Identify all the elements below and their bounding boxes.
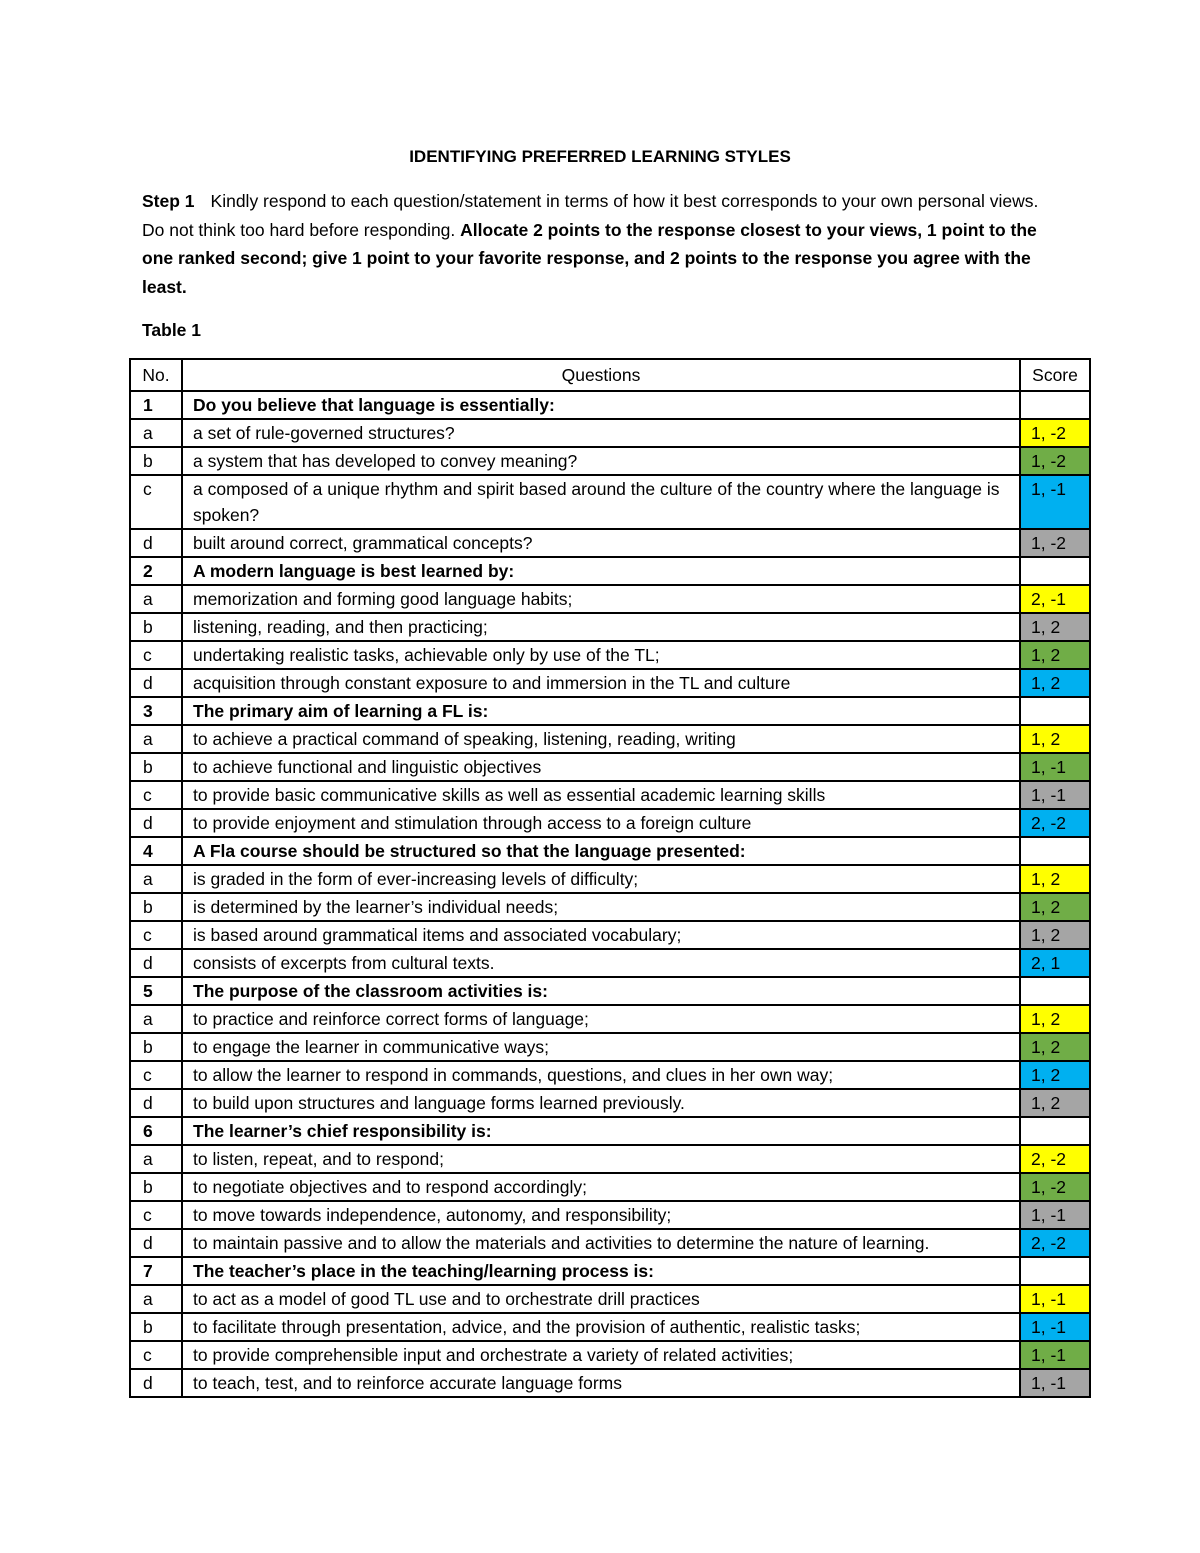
answer-text: to provide enjoyment and stimulation through access to a foreign culture: [182, 809, 1020, 837]
question-text: A modern language is best learned by:: [182, 557, 1020, 585]
row-number: b: [130, 1313, 182, 1341]
row-number: a: [130, 1005, 182, 1033]
score-cell: 1, -1: [1020, 1369, 1090, 1397]
row-number: a: [130, 585, 182, 613]
row-number: a: [130, 725, 182, 753]
row-number: 1: [130, 391, 182, 419]
answer-text: to provide basic communicative skills as well as essential academic learning skills: [182, 781, 1020, 809]
score-cell: 1, 2: [1020, 669, 1090, 697]
row-number: a: [130, 865, 182, 893]
row-number: 3: [130, 697, 182, 725]
answer-row: [130, 1285, 1090, 1313]
row-number: c: [130, 1061, 182, 1089]
score-cell: [1020, 977, 1090, 1005]
answer-text: is based around grammatical items and associated vocabulary;: [182, 921, 1020, 949]
answer-row: [130, 1145, 1090, 1173]
score-cell: 1, -1: [1020, 753, 1090, 781]
score-cell: 1, 2: [1020, 1061, 1090, 1089]
answer-text: to act as a model of good TL use and to orchestrate drill practices: [182, 1285, 1020, 1313]
question-text: Do you believe that language is essentially:: [182, 391, 1020, 419]
row-number: d: [130, 949, 182, 977]
answer-row: [130, 893, 1090, 921]
row-number: c: [130, 1201, 182, 1229]
answer-row: [130, 921, 1090, 949]
table-header-row: [130, 359, 1090, 391]
score-cell: 1, 2: [1020, 865, 1090, 893]
score-cell: [1020, 697, 1090, 725]
answer-row: [130, 1313, 1090, 1341]
answer-text: to provide comprehensible input and orchestrate a variety of related activities;: [182, 1341, 1020, 1369]
answer-row: [130, 613, 1090, 641]
answer-row: [130, 641, 1090, 669]
row-number: b: [130, 613, 182, 641]
question-text: A Fla course should be structured so that the language presented:: [182, 837, 1020, 865]
score-cell: 1, 2: [1020, 893, 1090, 921]
answer-row: [130, 1201, 1090, 1229]
score-cell: 2, -2: [1020, 809, 1090, 837]
score-cell: 1, -1: [1020, 475, 1090, 529]
score-cell: 1, 2: [1020, 1089, 1090, 1117]
row-number: 2: [130, 557, 182, 585]
answer-text: to engage the learner in communicative ways;: [182, 1033, 1020, 1061]
row-number: d: [130, 669, 182, 697]
step-instructions: [142, 187, 1062, 301]
answer-text: a system that has developed to convey meaning?: [182, 447, 1020, 475]
answer-row: [130, 475, 1090, 529]
page-title: IDENTIFYING PREFERRED LEARNING STYLES: [409, 147, 791, 166]
answer-text: to teach, test, and to reinforce accurate language forms: [182, 1369, 1020, 1397]
row-number: d: [130, 1089, 182, 1117]
answer-text: to negotiate objectives and to respond accordingly;: [182, 1173, 1020, 1201]
answer-text: a composed of a unique rhythm and spirit based around the culture of the country where the language is spoken?: [182, 475, 1020, 529]
answer-row: [130, 865, 1090, 893]
row-number: d: [130, 1369, 182, 1397]
answer-text: is determined by the learner’s individual needs;: [182, 893, 1020, 921]
answer-text: to move towards independence, autonomy, and responsibility;: [182, 1201, 1020, 1229]
row-number: 7: [130, 1257, 182, 1285]
answer-text: to build upon structures and language forms learned previously.: [182, 1089, 1020, 1117]
answer-text: listening, reading, and then practicing;: [182, 613, 1020, 641]
answer-text: to achieve a practical command of speaking, listening, reading, writing: [182, 725, 1020, 753]
row-number: b: [130, 447, 182, 475]
row-number: b: [130, 1033, 182, 1061]
row-number: b: [130, 753, 182, 781]
answer-row: [130, 1341, 1090, 1369]
answer-text: built around correct, grammatical concepts?: [182, 529, 1020, 557]
header-score: Score: [1020, 359, 1090, 391]
question-row: [130, 1257, 1090, 1285]
question-row: [130, 391, 1090, 419]
question-text: The purpose of the classroom activities is:: [182, 977, 1020, 1005]
row-number: c: [130, 475, 182, 529]
questions-table: [129, 358, 1091, 1398]
table-body: [130, 391, 1090, 1397]
answer-text: acquisition through constant exposure to and immersion in the TL and culture: [182, 669, 1020, 697]
answer-text: a set of rule-governed structures?: [182, 419, 1020, 447]
answer-row: [130, 585, 1090, 613]
row-number: b: [130, 1173, 182, 1201]
instruction-bold: Allocate 2 points to the response closest to your views, 1 point to the one ranked second; give 1 point to your favorite response, and 2 points to the response you agree with the least.: [142, 219, 1037, 297]
answer-text: undertaking realistic tasks, achievable only by use of the TL;: [182, 641, 1020, 669]
answer-text: is graded in the form of ever-increasing levels of difficulty;: [182, 865, 1020, 893]
row-number: c: [130, 1341, 182, 1369]
score-cell: [1020, 1117, 1090, 1145]
question-text: The primary aim of learning a FL is:: [182, 697, 1020, 725]
table-caption: Table 1: [142, 320, 202, 340]
score-cell: 2, -1: [1020, 585, 1090, 613]
score-cell: 1, 2: [1020, 921, 1090, 949]
question-row: [130, 557, 1090, 585]
answer-row: [130, 529, 1090, 557]
instruction-plain: Kindly respond to each question/statement in terms of how it best corresponds to your own personal views. Do not think too hard before responding.: [142, 191, 1039, 240]
answer-row: [130, 753, 1090, 781]
row-number: c: [130, 781, 182, 809]
answer-row: [130, 419, 1090, 447]
answer-row: [130, 1033, 1090, 1061]
row-number: c: [130, 641, 182, 669]
score-cell: 1, 2: [1020, 725, 1090, 753]
question-row: [130, 837, 1090, 865]
score-cell: 2, -2: [1020, 1145, 1090, 1173]
score-cell: [1020, 557, 1090, 585]
row-number: d: [130, 529, 182, 557]
score-cell: [1020, 1257, 1090, 1285]
answer-text: to allow the learner to respond in commands, questions, and clues in her own way;: [182, 1061, 1020, 1089]
row-number: 6: [130, 1117, 182, 1145]
question-row: [130, 697, 1090, 725]
answer-row: [130, 725, 1090, 753]
score-cell: 2, 1: [1020, 949, 1090, 977]
row-number: d: [130, 1229, 182, 1257]
row-number: 4: [130, 837, 182, 865]
score-cell: 1, -1: [1020, 781, 1090, 809]
row-number: d: [130, 809, 182, 837]
row-number: a: [130, 1285, 182, 1313]
answer-text: to maintain passive and to allow the materials and activities to determine the nature of learning.: [182, 1229, 1020, 1257]
answer-row: [130, 949, 1090, 977]
score-cell: [1020, 837, 1090, 865]
row-number: 5: [130, 977, 182, 1005]
score-cell: 1, 2: [1020, 641, 1090, 669]
answer-text: to achieve functional and linguistic objectives: [182, 753, 1020, 781]
header-questions: Questions: [182, 359, 1020, 391]
score-cell: 2, -2: [1020, 1229, 1090, 1257]
score-cell: 1, -2: [1020, 447, 1090, 475]
answer-row: [130, 1061, 1090, 1089]
answer-text: to practice and reinforce correct forms of language;: [182, 1005, 1020, 1033]
answer-text: memorization and forming good language habits;: [182, 585, 1020, 613]
answer-text: to listen, repeat, and to respond;: [182, 1145, 1020, 1173]
question-row: [130, 1117, 1090, 1145]
score-cell: 1, -2: [1020, 1173, 1090, 1201]
answer-row: [130, 809, 1090, 837]
answer-row: [130, 781, 1090, 809]
row-number: c: [130, 921, 182, 949]
question-row: [130, 977, 1090, 1005]
answer-row: [130, 1005, 1090, 1033]
score-cell: [1020, 391, 1090, 419]
row-number: a: [130, 1145, 182, 1173]
answer-row: [130, 1229, 1090, 1257]
answer-row: [130, 447, 1090, 475]
score-cell: 1, 2: [1020, 1005, 1090, 1033]
answer-row: [130, 1089, 1090, 1117]
row-number: a: [130, 419, 182, 447]
score-cell: 1, -1: [1020, 1313, 1090, 1341]
score-cell: 1, 2: [1020, 1033, 1090, 1061]
answer-text: consists of excerpts from cultural texts.: [182, 949, 1020, 977]
score-cell: 1, 2: [1020, 613, 1090, 641]
score-cell: 1, -1: [1020, 1201, 1090, 1229]
score-cell: 1, -2: [1020, 529, 1090, 557]
step-label: Step 1: [142, 191, 195, 211]
answer-row: [130, 1173, 1090, 1201]
question-text: The learner’s chief responsibility is:: [182, 1117, 1020, 1145]
score-cell: 1, -1: [1020, 1341, 1090, 1369]
answer-row: [130, 669, 1090, 697]
header-no: No.: [130, 359, 182, 391]
score-cell: 1, -2: [1020, 419, 1090, 447]
row-number: b: [130, 893, 182, 921]
score-cell: 1, -1: [1020, 1285, 1090, 1313]
question-text: The teacher’s place in the teaching/learning process is:: [182, 1257, 1020, 1285]
answer-text: to facilitate through presentation, advice, and the provision of authentic, realistic tasks;: [182, 1313, 1020, 1341]
answer-row: [130, 1369, 1090, 1397]
